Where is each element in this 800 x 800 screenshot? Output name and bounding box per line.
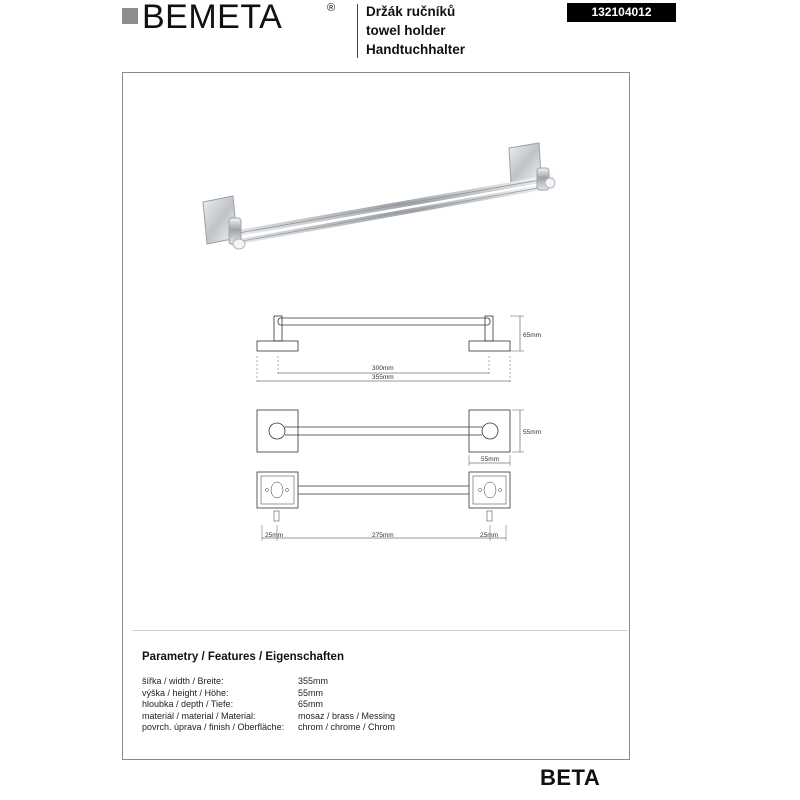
spec-value: chrom / chrome / Chrom bbox=[298, 722, 396, 733]
spec-value: 65mm bbox=[298, 699, 324, 710]
base-width-label: 55mm bbox=[481, 456, 500, 463]
spec-label: šířka / width / Breite: bbox=[142, 676, 224, 686]
series-name: BETA bbox=[540, 765, 601, 790]
height-label: 55mm bbox=[523, 429, 542, 436]
title-czech: Držák ručníků bbox=[366, 4, 456, 19]
header-divider bbox=[357, 4, 358, 58]
depth-label: 65mm bbox=[523, 332, 542, 339]
spec-row-material bbox=[142, 711, 395, 723]
spec-label: výška / height / Höhe: bbox=[142, 687, 229, 698]
registered-mark: ® bbox=[327, 2, 336, 14]
spec-label: materiál / material / Material: bbox=[142, 710, 256, 721]
towel-holder-photo bbox=[193, 140, 563, 260]
title-german: Handtuchhalter bbox=[366, 42, 466, 57]
right-offset-label: 25mm bbox=[480, 532, 499, 539]
hole-spacing-label: 275mm bbox=[372, 532, 394, 539]
spec-row-width bbox=[142, 676, 395, 688]
left-offset-label: 25mm bbox=[265, 532, 284, 539]
product-titles bbox=[366, 2, 465, 59]
spec-row-finish bbox=[142, 722, 395, 734]
spec-value: 55mm bbox=[298, 687, 324, 698]
features-title: Parametry / Features / Eigenschaften bbox=[142, 651, 344, 663]
spec-value: mosaz / brass / Messing bbox=[298, 710, 396, 721]
brand-logo bbox=[122, 2, 342, 38]
section-divider bbox=[132, 630, 628, 631]
title-english: towel holder bbox=[366, 23, 446, 38]
spec-value: 355mm bbox=[298, 676, 329, 686]
product-code: 132104012 bbox=[567, 3, 676, 22]
logo-square-icon bbox=[122, 8, 138, 24]
spec-label: hloubka / depth / Tiefe: bbox=[142, 699, 234, 710]
technical-drawing bbox=[240, 300, 550, 560]
total-width-label: 355mm bbox=[372, 374, 394, 381]
spec-label: povrch. úprava / finish / Oberfläche: bbox=[142, 722, 285, 733]
spec-row-depth bbox=[142, 699, 395, 711]
spec-table bbox=[142, 676, 395, 734]
brand-name: BEMETA bbox=[142, 0, 283, 36]
inner-width-label: 300mm bbox=[372, 365, 394, 372]
spec-row-height bbox=[142, 688, 395, 700]
